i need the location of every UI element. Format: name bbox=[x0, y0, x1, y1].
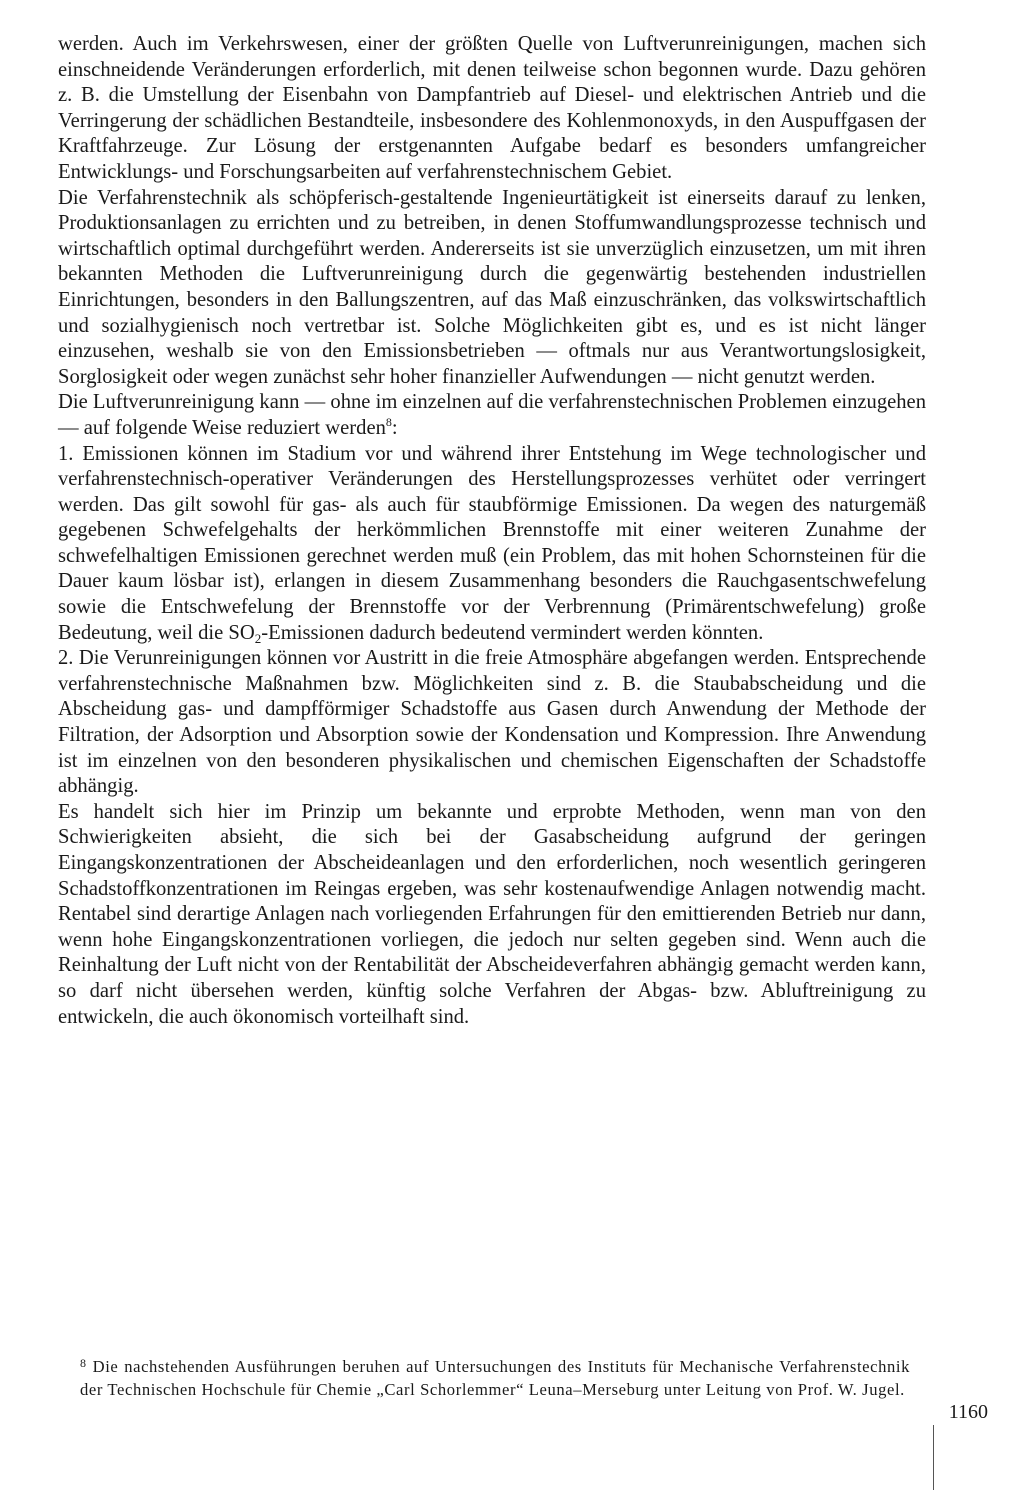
paragraph-3 bbox=[58, 390, 926, 441]
paragraph-4-end: -Emissionen dadurch bedeutend vermindert werden könnten. bbox=[261, 621, 764, 644]
paragraph-2: Die Verfahrenstechnik als schöpferisch-gestaltende Ingenieurtätigkeit ist einerseits darauf zu lenken, Produktionsanlagen zu errichten und zu betreiben, in denen Stoffumwandlungsprozesse technisch und wirtschaftlich optimal durchgeführt werden. Andererseits ist sie unverzüglich einzusetzen, um mit ihren bekannten Methoden die Luftverunreinigung durch die gegenwärtig bestehenden industriellen Einrichtungen, besonders in den Ballungszentren, auf das Maß einzuschränken, das volkswirtschaftlich und sozialhygienisch noch vertretbar ist. Solche Möglichkeiten gibt es, und es ist nicht länger einzusehen, weshalb sie von den Emissionsbetrieben — oftmals nur aus Verantwortungslosigkeit, Sorglosigkeit oder wegen zunächst sehr hoher finanzieller Aufwendungen — nicht genutzt werden. bbox=[58, 186, 926, 388]
paragraph-3-end: : bbox=[391, 416, 398, 439]
paragraph-4 bbox=[58, 442, 926, 647]
footnote bbox=[80, 1352, 910, 1401]
body-text bbox=[58, 32, 926, 1030]
so2-subscript: 2 bbox=[254, 630, 262, 646]
footnote-mark: 8 bbox=[80, 1356, 87, 1370]
page-number: 1160 bbox=[948, 1401, 988, 1423]
page-content bbox=[58, 32, 926, 1030]
margin-rule bbox=[933, 1425, 934, 1490]
paragraph-3-text: Die Luftverunreinigung kann — ohne im einzelnen auf die verfahrenstechnischen Problemen einzugehen — auf folgende Weise reduziert werden bbox=[58, 391, 926, 439]
paragraph-1: werden. Auch im Verkehrswesen, einer der größten Quelle von Luftverunreinigungen, machen sich einschneidende Veränderungen erforderlich, mit denen teilweise schon begonnen wurde. Dazu gehören z. B. die Umstellung der Eisenbahn von Dampfantrieb auf Diesel- und elektrischen Antrieb und die Verringerung der schädlichen Bestandteile, insbesondere des Kohlenmonoxyds, in den Auspuffgasen der Kraftfahrzeuge. Zur Lösung der erstgenannten Aufgabe bedarf es besonders umfangreicher Entwicklungs- und Forschungsarbeiten auf verfahrenstechnischem Gebiet. bbox=[58, 33, 926, 183]
footnote-reference[interactable]: 8 bbox=[385, 414, 392, 429]
paragraph-5: 2. Die Verunreinigungen können vor Austritt in die freie Atmosphäre abgefangen werden. Entsprechende verfahrenstechnische Maßnahmen bzw. Möglichkeiten sind z. B. die Staubabscheidung und die Abscheidung gas- und dampfförmiger Schadstoffe aus Gasen durch Anwendung der Methode der Filtration, der Adsorption und Absorption sowie der Kondensation und Kompression. Ihre Anwendung ist im einzelnen von den besonderen physikalischen und chemischen Eigenschaften der Schadstoffe abhängig. bbox=[58, 647, 926, 798]
paragraph-4-text: 1. Emissionen können im Stadium vor und während ihrer Entstehung im Wege technologischer und verfahrenstechnisch-operativer Veränderungen des Herstellungsprozesses verhütet oder verringert werden. Das gilt sowohl für gas- als auch für staubförmige Emissionen. Da wegen des naturgemäß gegebenen Schwefelgehalts der herkömmlichen Brennstoffe mit einer weiteren Zunahme der schwefelhaltigen Emissionen gerechnet werden muß (ein Problem, das mit hohen Schornsteinen für die Dauer kaum lösbar ist), erlangen in diesem Zusammenhang besonders die Rauchgasentschwefelung sowie die Entschwefelung der Brennstoffe vor der Verbrennung (Primärentschwefelung) große Bedeutung, weil die SO bbox=[58, 442, 926, 644]
paragraph-6: Es handelt sich hier im Prinzip um bekannte und erprobte Methoden, wenn man von den Schwierigkeiten absieht, die sich bei der Gasabscheidung aufgrund der geringen Eingangskonzentrationen der Abscheideanlagen und den erforderlichen, noch wesentlich geringeren Schadstoffkonzentrationen im Reingas ergeben, was sehr kostenaufwendige Anlagen notwendig macht. Rentabel sind derartige Anlagen nach vorliegenden Erfahrungen für den emittierenden Betrieb nur dann, wenn hohe Eingangskonzentrationen vorliegen, die jedoch nur selten gegeben sind. Wenn auch die Reinhaltung der Luft nicht von der Rentabilität der Abscheideverfahren abhängig gemacht werden kann, so darf nicht übersehen werden, künftig solche Verfahren der Abgas- bzw. Abluftreinigung zu entwickeln, die auch ökonomisch vorteilhaft sind. bbox=[58, 800, 926, 1028]
footnote-text: Die nachstehenden Ausführungen beruhen auf Untersuchungen des Instituts für Mechanische Verfahrenstechnik der Technischen Hochschule für Chemie „Carl Schorlemmer“ Leuna–Merseburg unter Leitung von Prof. W. Jugel. bbox=[80, 1357, 910, 1399]
